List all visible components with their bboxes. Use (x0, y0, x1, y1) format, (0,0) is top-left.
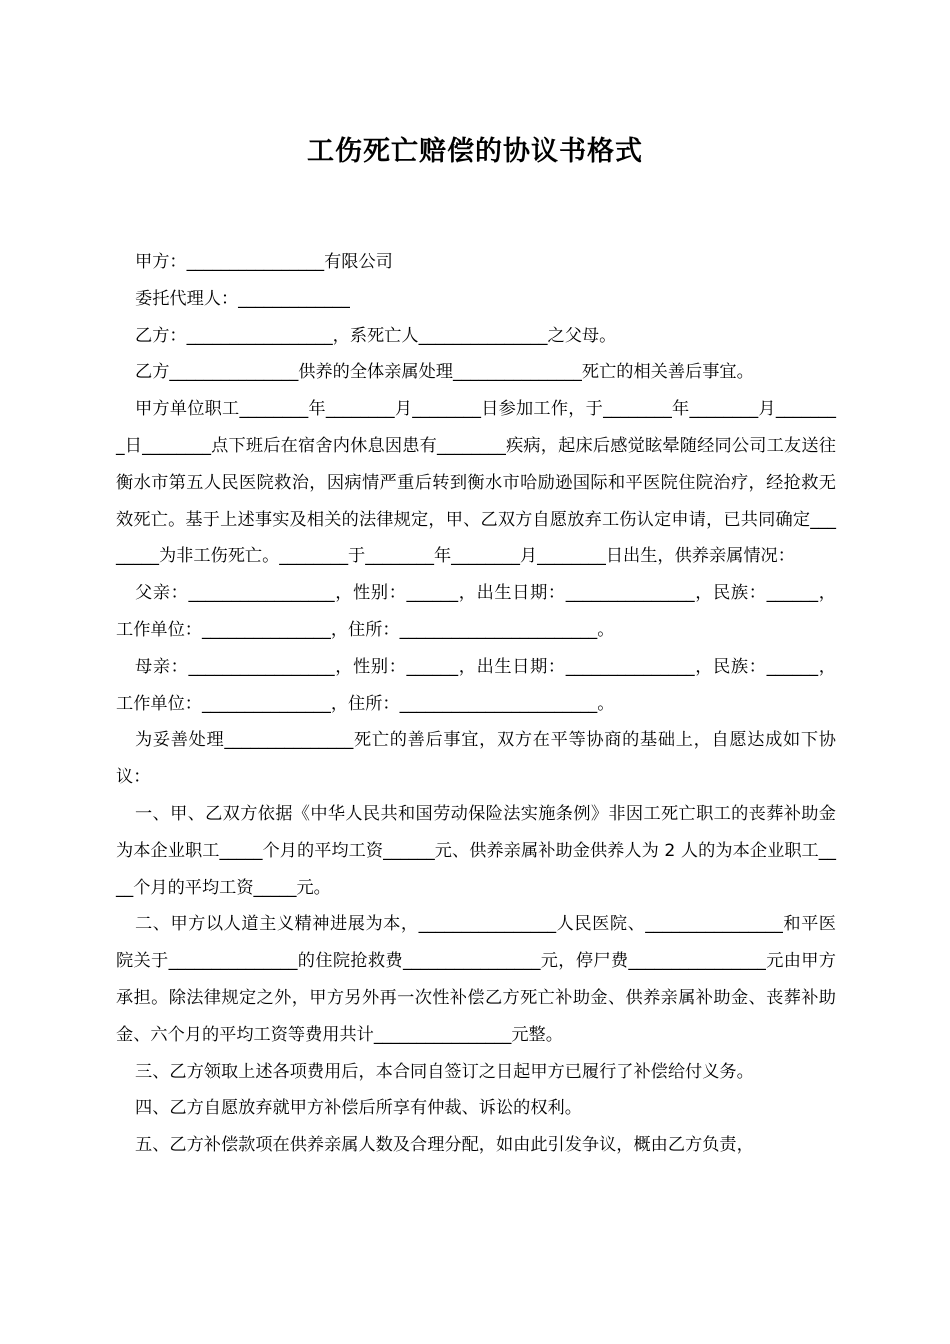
facts-paragraph: 甲方单位职工________年________月________日参加工作，于________年________月________日________点下班后在宿舍内休息因患有________疾病，起床后感觉眩晕随经同公司工友送往衡水市第五人民医院救治，因病情严重后转到衡水市哈励逊国际和平医院住院治疗，经抢救无效死亡。基于上述事实及相关的法律规定，甲、乙双方自愿放弃工伤认定申请，已共同确定________为非工伤死亡。________于________年________月________日出生，供养亲属情况： (116, 399, 836, 567)
father-info-paragraph: 父亲：_________________，性别：______，出生日期：_______________，民族：______，工作单位：_______________，住所：_______________________。 (116, 583, 836, 640)
party-b-line: 乙方：_________________，系死亡人_______________之父母。 (135, 325, 617, 346)
agent-line: 委托代理人：_____________ (135, 288, 350, 309)
clause-3: 三、乙方领取上述各项费用后，本合同自签订之日起甲方已履行了补偿给付义务。 (135, 1061, 754, 1082)
clause-2: 二、甲方以人道主义精神进展为本，________________人民医院、________________和平医院关于_______________的住院抢救费________________元，停尸费________________元由甲方承担。除法律规定之外，甲方另外再一次性补偿乙方死亡补助金、供养亲属补助金、丧葬补助金、六个月的平均工资等费用共计________________元整。 (116, 914, 836, 1045)
clause-1: 一、甲、乙双方依据《中华人民共和国劳动保险法实施条例》非因工死亡职工的丧葬补助金为本企业职工_____个月的平均工资______元、供养亲属补助金供养人为 2 人的为本企业职工____个月的平均工资_____元。 (116, 803, 836, 898)
clause-5: 五、乙方补偿款项在供养亲属人数及合理分配，如由此引发争议，概由乙方负责， (135, 1135, 754, 1156)
intro-paragraph: 为妥善处理_______________死亡的善后事宜，双方在平等协商的基础上，自愿达成如下协议： (116, 730, 836, 788)
document-body (116, 244, 836, 1164)
document-title: 工伤死亡赔偿的协议书格式 (307, 136, 643, 167)
party-a-line: 甲方：________________有限公司 (135, 252, 393, 272)
clause-4: 四、乙方自愿放弃就甲方补偿后所享有仲裁、诉讼的权利。 (135, 1098, 582, 1119)
party-b-scope-line: 乙方_______________供养的全体亲属处理_______________死亡的相关善后事宜。 (135, 362, 754, 383)
mother-info-paragraph: 母亲：_________________，性别：______，出生日期：_______________，民族：______，工作单位：_______________，住所：_______________________。 (116, 656, 836, 714)
